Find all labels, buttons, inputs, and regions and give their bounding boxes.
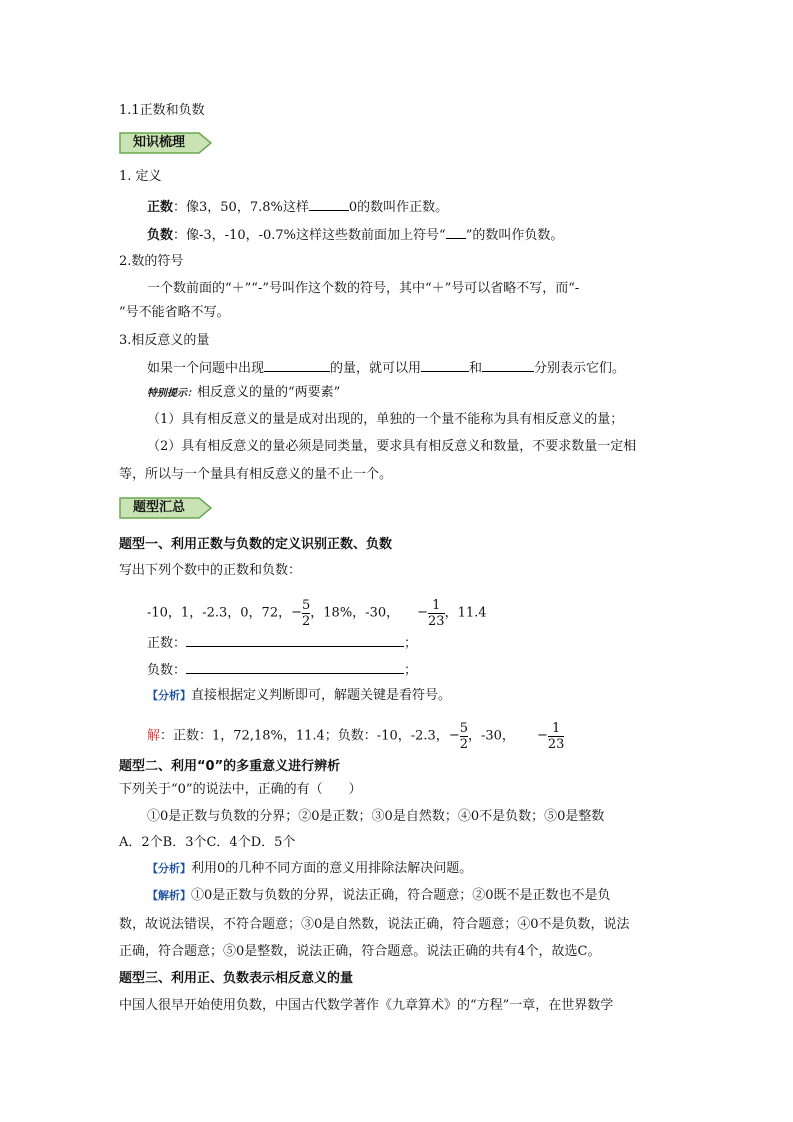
label: 负数：	[147, 663, 187, 678]
text: ：像3，50，7.8%这样	[173, 200, 309, 215]
solution-label: 解	[147, 728, 161, 744]
fraction: $\frac{5}{2}$	[302, 597, 311, 629]
section-tag-knowledge	[119, 132, 212, 154]
page-title: 1.1正数和负数	[119, 103, 205, 118]
def-positive	[147, 196, 448, 218]
t2-items: ①0是正数与负数的分界；②0是正数；③0是自然数；④0不是负数；⑤0是整数	[147, 809, 605, 824]
t1-negative-answer	[147, 659, 417, 681]
fraction: $\frac{1}{23}$	[547, 720, 565, 752]
text: 利用0的几种不同方面的意义用排除法解决问题。	[191, 861, 473, 876]
t1-solution: 解：正数：1，72,18%，11.4；负数：-10，-2.3，− $\frac{5}{2}$ ，-30， − $\frac{1}{23}$	[147, 720, 565, 752]
label: 正数	[147, 200, 174, 215]
t3-line-1: 中国人很早开始使用负数，中国古代数学著作《九章算术》的“方程”一章，在世界数学	[119, 998, 614, 1013]
text: 的量，就可以用	[330, 361, 422, 376]
text: ：像-3，-10，-0.7%这样这些数前面加上符号“	[173, 228, 446, 243]
explain-label: 【解析】	[147, 889, 191, 902]
opp-point-1: （1）具有相反意义的量是成对出现的，单独的一个量不能称为具有相反意义的量；	[147, 412, 624, 427]
opp-tip	[147, 383, 340, 404]
answer-blank[interactable]	[186, 632, 404, 647]
text: ；	[404, 636, 418, 651]
tip-label: 特别提示：	[147, 388, 197, 399]
section-label: 知识梳理	[133, 135, 186, 150]
t2-analysis	[147, 859, 472, 879]
fraction: $\frac{1}{23}$	[428, 597, 445, 629]
t1-prompt: 写出下列个数中的正数和负数：	[119, 563, 302, 578]
opp-point-2a: （2）具有相反意义的量必须是同类量，要求具有相反意义和数量，不要求数量一定相	[147, 439, 637, 454]
text: ，-30，	[468, 728, 515, 744]
section-tag-types	[119, 497, 212, 519]
t1-numbers: -10，1，-2.3，0，72，− $\frac{5}{2}$ ，18%，-30， − $\frac{1}{23}$ ，11.4	[147, 597, 487, 629]
text: ：正数：1，72,18%，11.4；负数：-10，-2.3，	[160, 728, 449, 744]
tip-text: 相反意义的量的“两要素”	[197, 385, 341, 400]
t2-explain-3: 正确，符合题意；⑤0是整数，说法正确，符合题意。说法正确的共有4个，故选C。	[119, 944, 601, 959]
def-heading: 1. 定义	[119, 169, 162, 184]
opp-point-2b: 等，所以与一个量具有相反意义的量不止一个。	[119, 467, 393, 482]
text: 直接根据定义判断即可，解题关键是看符号。	[191, 688, 452, 703]
sign-heading: 2.数的符号	[119, 254, 184, 269]
blank[interactable]	[421, 357, 469, 372]
sign-line-2: ”号不能省略不写。	[119, 305, 230, 320]
text: ”的数叫作负数。	[465, 228, 564, 243]
t2-explain-1	[147, 886, 611, 906]
fraction: $\frac{5}{2}$	[459, 720, 468, 752]
blank[interactable]	[264, 357, 330, 372]
text: 分别表示它们。	[534, 361, 626, 376]
analysis-label: 【分析】	[147, 689, 191, 702]
analysis-label: 【分析】	[147, 862, 191, 875]
text: -10，1，-2.3，0，72，	[147, 605, 292, 621]
t1-analysis	[147, 686, 451, 706]
text: 和	[469, 361, 483, 376]
label: 负数	[147, 228, 174, 243]
t3-heading: 题型三、利用正、负数表示相反意义的量	[119, 971, 354, 986]
opp-line-1	[147, 357, 625, 379]
section-label: 题型汇总	[133, 500, 186, 515]
blank[interactable]	[446, 224, 466, 239]
text: ，18%，-30，	[310, 605, 400, 621]
text: ；	[404, 663, 418, 678]
text: 0的数叫作正数。	[348, 200, 449, 215]
opp-heading: 3.相反意义的量	[119, 333, 210, 348]
t1-positive-answer	[147, 632, 417, 654]
text: ①0是正数与负数的分界，说法正确，符合题意；②0既不是正数也不是负	[191, 888, 611, 903]
sign-line-1: 一个数前面的“＋”“-”号叫作这个数的符号，其中“＋”号可以省略不写，而“-	[147, 281, 580, 296]
t2-explain-2: 数，故说法错误，不符合题意；③0是自然数，说法正确，符合题意；④0不是负数，说法	[119, 917, 630, 932]
answer-blank[interactable]	[186, 659, 404, 674]
t2-options: A．2个B．3个C．4个D．5个	[119, 835, 296, 850]
text: ，11.4	[444, 605, 487, 621]
t2-heading: 题型二、利用“0”的多重意义进行辨析	[119, 759, 341, 774]
blank[interactable]	[309, 196, 349, 211]
text: 如果一个问题中出现	[147, 361, 265, 376]
t1-heading: 题型一、利用正数与负数的定义识别正数、负数	[119, 537, 393, 552]
label: 正数：	[147, 636, 187, 651]
def-negative	[147, 224, 563, 246]
t2-prompt: 下列关于“0”的说法中，正确的有（ ）	[119, 782, 362, 797]
blank[interactable]	[482, 357, 534, 372]
